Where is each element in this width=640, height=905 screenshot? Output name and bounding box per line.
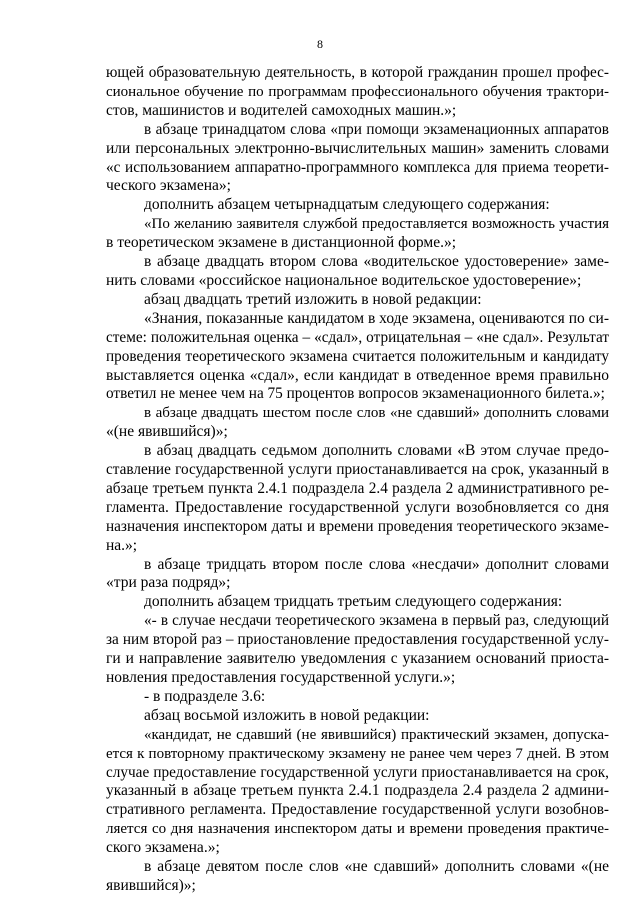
text-line: новления предоставления государственной услуги.»; (106, 669, 456, 686)
text-line: в абзаце девятом после слов «не сдавший» дополнить словами «(не (144, 858, 609, 876)
text-line: ги и направление заявителю уведомления с указанием оснований приоста- (106, 650, 609, 668)
text-line: абзац восьмой изложить в новой редакции: (144, 706, 430, 724)
text-line: ответил не менее чем на 75 процентов вопросов экзаменационного билета.»; (106, 385, 605, 403)
text-line: абзац двадцать третий изложить в новой редакции: (144, 290, 482, 308)
text-line: ляется со дня назначения инспектором даты и времени проведения практиче- (106, 821, 609, 838)
text-line: указанный в абзаце третьем пункта 2.4.1 подраздела 2.4 раздела 2 админи- (106, 782, 609, 800)
text-line: в теоретическом экзамене в дистанционной форме.»; (106, 234, 457, 252)
text-line: стеме: положительная оценка – «сдал», отрицательная – «не сдал». Результат (106, 328, 609, 346)
text-line: в абзаце двадцать шестом после слов «не сдавший» дополнить словами (144, 405, 609, 422)
text-line: на.»; (106, 536, 138, 554)
text-line: случае предоставление государственной услуги приостанавливается на срок, (106, 763, 609, 781)
text-line: ставление государственной услуги приостанавливается на срок, указанный в (106, 461, 609, 479)
text-line: дополнить абзацем тридцать третьим следующего содержания: (144, 593, 563, 611)
text-line: за ним второй раз – приостановление предоставления государственной услу- (106, 631, 609, 649)
page-number: 8 (317, 37, 323, 51)
text-line: стов, машинистов и водителей самоходных машин.»; (106, 101, 457, 119)
text-line: «По желанию заявителя службой предоставляется возможность участия (144, 216, 609, 233)
text-line: ческого экзамена»; (106, 177, 231, 195)
text-line: «с использованием аппаратно-программного комплекса для приема теорети- (106, 158, 609, 176)
text-line: в абзаце тридцать втором после слова «несдачи» дополнит словами (144, 555, 609, 573)
text-line: «три раза подряд»; (106, 574, 231, 592)
text-line: «(не явившийся)»; (106, 423, 228, 441)
text-line: дополнить абзацем четырнадцатым следующего содержания: (144, 196, 550, 214)
text-line: в абзац двадцать седьмом дополнить словами «В этом случае предо- (144, 442, 609, 460)
text-line: назначения инспектором даты и времени проведения теоретического экзаме- (106, 517, 609, 535)
body-text (106, 64, 609, 896)
text-line: абзаце третьем пункта 2.4.1 подраздела 2.4 раздела 2 административного ре- (106, 479, 609, 497)
text-line: проведения теоретического экзамена считается положительным и кандидату (106, 347, 609, 365)
text-line: «кандидат, не сдавший (не явившийся) практический экзамен, допуска- (144, 726, 609, 743)
text-line: ющей образовательную деятельность, в которой гражданин прошел профес- (106, 64, 609, 81)
text-line: «- в случае несдачи теоретического экзамена в первый раз, следующий (144, 612, 609, 630)
text-line: стративного регламента. Предоставление государственной услуги возобнов- (106, 801, 609, 819)
text-line: ется к повторному практическому экзамену не ранее чем через 7 дней. В этом (106, 745, 609, 762)
text-line: или персональных электронно-вычислительных машин» заменить словами (106, 139, 609, 157)
text-line: - в подразделе 3.6: (144, 687, 266, 705)
text-line: сиональное обучение по программам профессионального обучения трактори- (106, 83, 609, 100)
text-line: в абзаце тринадцатом слова «при помощи экзаменационных аппаратов (144, 120, 609, 138)
text-line: гламента. Предоставление государственной услуги возобновляется со дня (106, 498, 609, 516)
text-line: явившийся)»; (106, 876, 196, 894)
text-line: ского экзамена.»; (106, 839, 220, 857)
text-line: нить словами «российское национальное водительское удостоверение»; (106, 271, 582, 289)
text-line: выставляется оценка «сдал», если кандидат в отведенное время правильно (106, 366, 609, 384)
text-line: в абзаце двадцать втором слова «водительское удостоверение» заме- (144, 253, 609, 271)
text-line: «Знания, показанные кандидатом в ходе экзамена, оцениваются по си- (144, 309, 609, 327)
